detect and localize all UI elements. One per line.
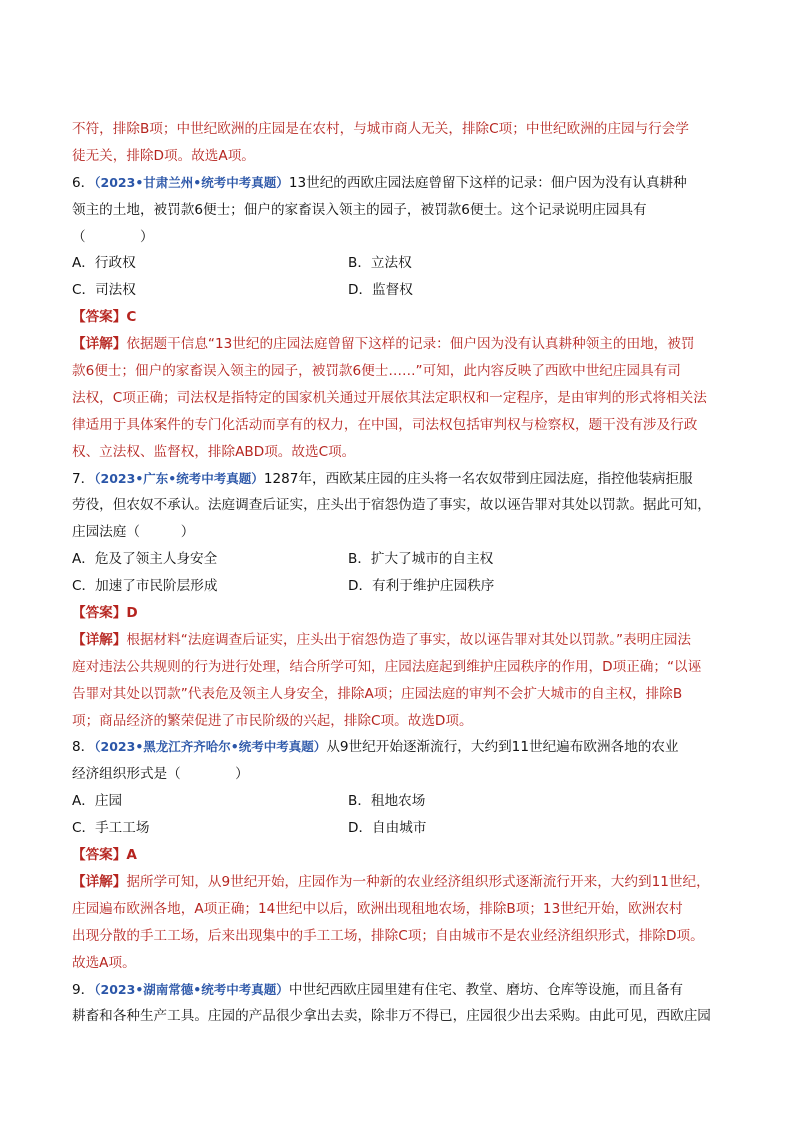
q7-detail-line: 【详解】根据材料“法庭调查后证实，庄头出于宿怨伪造了事实，故以诬告罪对其处以罚款。”表明庄园法 [72, 631, 692, 648]
q7-answer: 【答案】D [72, 605, 138, 622]
q6-stem-line: 6．（2023•甘肃兰州•统考中考真题）13世纪的西欧庄园法庭曾留下这样的记录：佃户因为没有认真耕种 [72, 174, 687, 191]
q6-answer: 【答案】C [72, 309, 137, 326]
q7-options-row [72, 573, 724, 600]
option-a: A．危及了领主人身安全 [72, 551, 218, 568]
question-number: 9． [72, 981, 95, 998]
source-tag: （2023•黑龙江齐齐哈尔•统考中考真题） [94, 739, 327, 755]
q6-options-row [72, 250, 724, 277]
q7-detail-line: 告罪对其处以罚款”代表危及领主人身安全，排除A项；庄园法庭的审判不会扩大城市的自主权，排除B [72, 685, 683, 702]
q9-stem-line: 9．（2023•湖南常德•统考中考真题）中世纪西欧庄园里建有住宅、教堂、磨坊、仓库等设施，而且备有 [72, 981, 684, 998]
q6-detail-line: 【详解】依据题干信息“13世纪的庄园法庭曾留下这样的记录：佃户因为没有认真耕种领主的田地，被罚 [72, 336, 695, 353]
option-d: D．监督权 [348, 282, 413, 299]
option-a: A．庄园 [72, 793, 123, 810]
source-tag: （2023•湖南常德•统考中考真题） [94, 981, 289, 997]
q6-detail-line: 款6便士；佃户的家畜误入领主的园子，被罚款6便士……”可知，此内容反映了西欧中世纪庄园具有司 [72, 363, 681, 380]
q8-detail-line: 出现分散的手工工场，后来出现集中的手工工场，排除C项；自由城市不是农业经济组织形式，排除D项。 [72, 927, 704, 944]
q6-blank: （ ） [72, 228, 154, 245]
question-number: 7． [72, 470, 95, 487]
option-b: B．租地农场 [348, 793, 426, 810]
q7-detail-line: 项；商品经济的繁荣促进了市民阶级的兴起，排除C项。故选D项。 [72, 712, 473, 729]
q9-stem-line: 耕畜和各种生产工具。庄园的产品很少拿出去卖，除非万不得已，庄园很少出去采购。由此可见，西欧庄园 [72, 1008, 711, 1025]
document-page [72, 116, 724, 1030]
q8-stem-line: 8．（2023•黑龙江齐齐哈尔•统考中考真题）从9世纪开始逐渐流行，大约到11世纪遍布欧洲各地的农业 [72, 739, 679, 756]
q5-detail-line: 不符，排除B项；中世纪欧洲的庄园是在农村，与城市商人无关，排除C项；中世纪欧洲的庄园与行会学 [72, 121, 689, 137]
q8-options-row [72, 815, 724, 842]
q7-options-row [72, 546, 724, 573]
q6-detail-line: 律适用于具体案件的专门化活动而享有的权力，在中国，司法权包括审判权与检察权，题干没有涉及行政 [72, 416, 698, 433]
option-c: C．司法权 [72, 282, 136, 299]
q8-detail-line: 故选A项。 [72, 954, 136, 971]
question-number: 8． [72, 739, 95, 756]
question-number: 6． [72, 174, 95, 191]
q8-detail-line: 【详解】据所学可知，从9世纪开始，庄园作为一种新的农业经济组织形式逐渐流行开来，大约到11世纪， [72, 873, 710, 890]
q7-stem-line: 劳役，但农奴不承认。法庭调查后证实，庄头出于宿怨伪造了事实，故以诬告罪对其处以罚款。据此可知， [72, 497, 711, 514]
q8-detail-line: 庄园遍布欧洲各地，A项正确；14世纪中以后，欧洲出现租地农场，排除B项；13世纪开始，欧洲农村 [72, 900, 683, 917]
q8-answer: 【答案】A [72, 847, 137, 864]
source-tag: （2023•广东•统考中考真题） [94, 470, 264, 486]
q7-detail-line: 庭对违法公共规则的行为进行处理，结合所学可知，庄园法庭起到维护庄园秩序的作用，D项正确；“以诬 [72, 658, 702, 675]
q6-options-row [72, 277, 724, 304]
option-b: B．立法权 [348, 255, 412, 272]
q5-detail-line: 徒无关，排除D项。故选A项。 [72, 147, 255, 164]
q7-stem-line: 7．（2023•广东•统考中考真题）1287年，西欧某庄园的庄头将一名农奴带到庄园法庭，指控他装病拒服 [72, 470, 693, 487]
option-c: C．手工工场 [72, 820, 150, 837]
q6-detail-line: 法权，C项正确；司法权是指特定的国家机关通过开展依其法定职权和一定程序，是由审判的形式将相关法 [72, 389, 707, 406]
q6-stem-line: 领主的土地，被罚款6便士；佃户的家畜误入领主的园子，被罚款6便士。这个记录说明庄园具有 [72, 201, 647, 218]
q6-detail-line: 权、立法权、监督权，排除ABD项。故选C项。 [72, 443, 356, 460]
option-b: B．扩大了城市的自主权 [348, 551, 494, 568]
q8-stem-line: 经济组织形式是（ ） [72, 766, 249, 783]
source-tag: （2023•甘肃兰州•统考中考真题） [94, 174, 289, 190]
option-c: C．加速了市民阶层形成 [72, 578, 218, 595]
option-a: A．行政权 [72, 255, 136, 272]
option-d: D．有利于维护庄园秩序 [348, 578, 495, 595]
q8-options-row [72, 788, 724, 815]
q7-stem-line: 庄园法庭（ ） [72, 524, 195, 541]
option-d: D．自由城市 [348, 820, 427, 837]
